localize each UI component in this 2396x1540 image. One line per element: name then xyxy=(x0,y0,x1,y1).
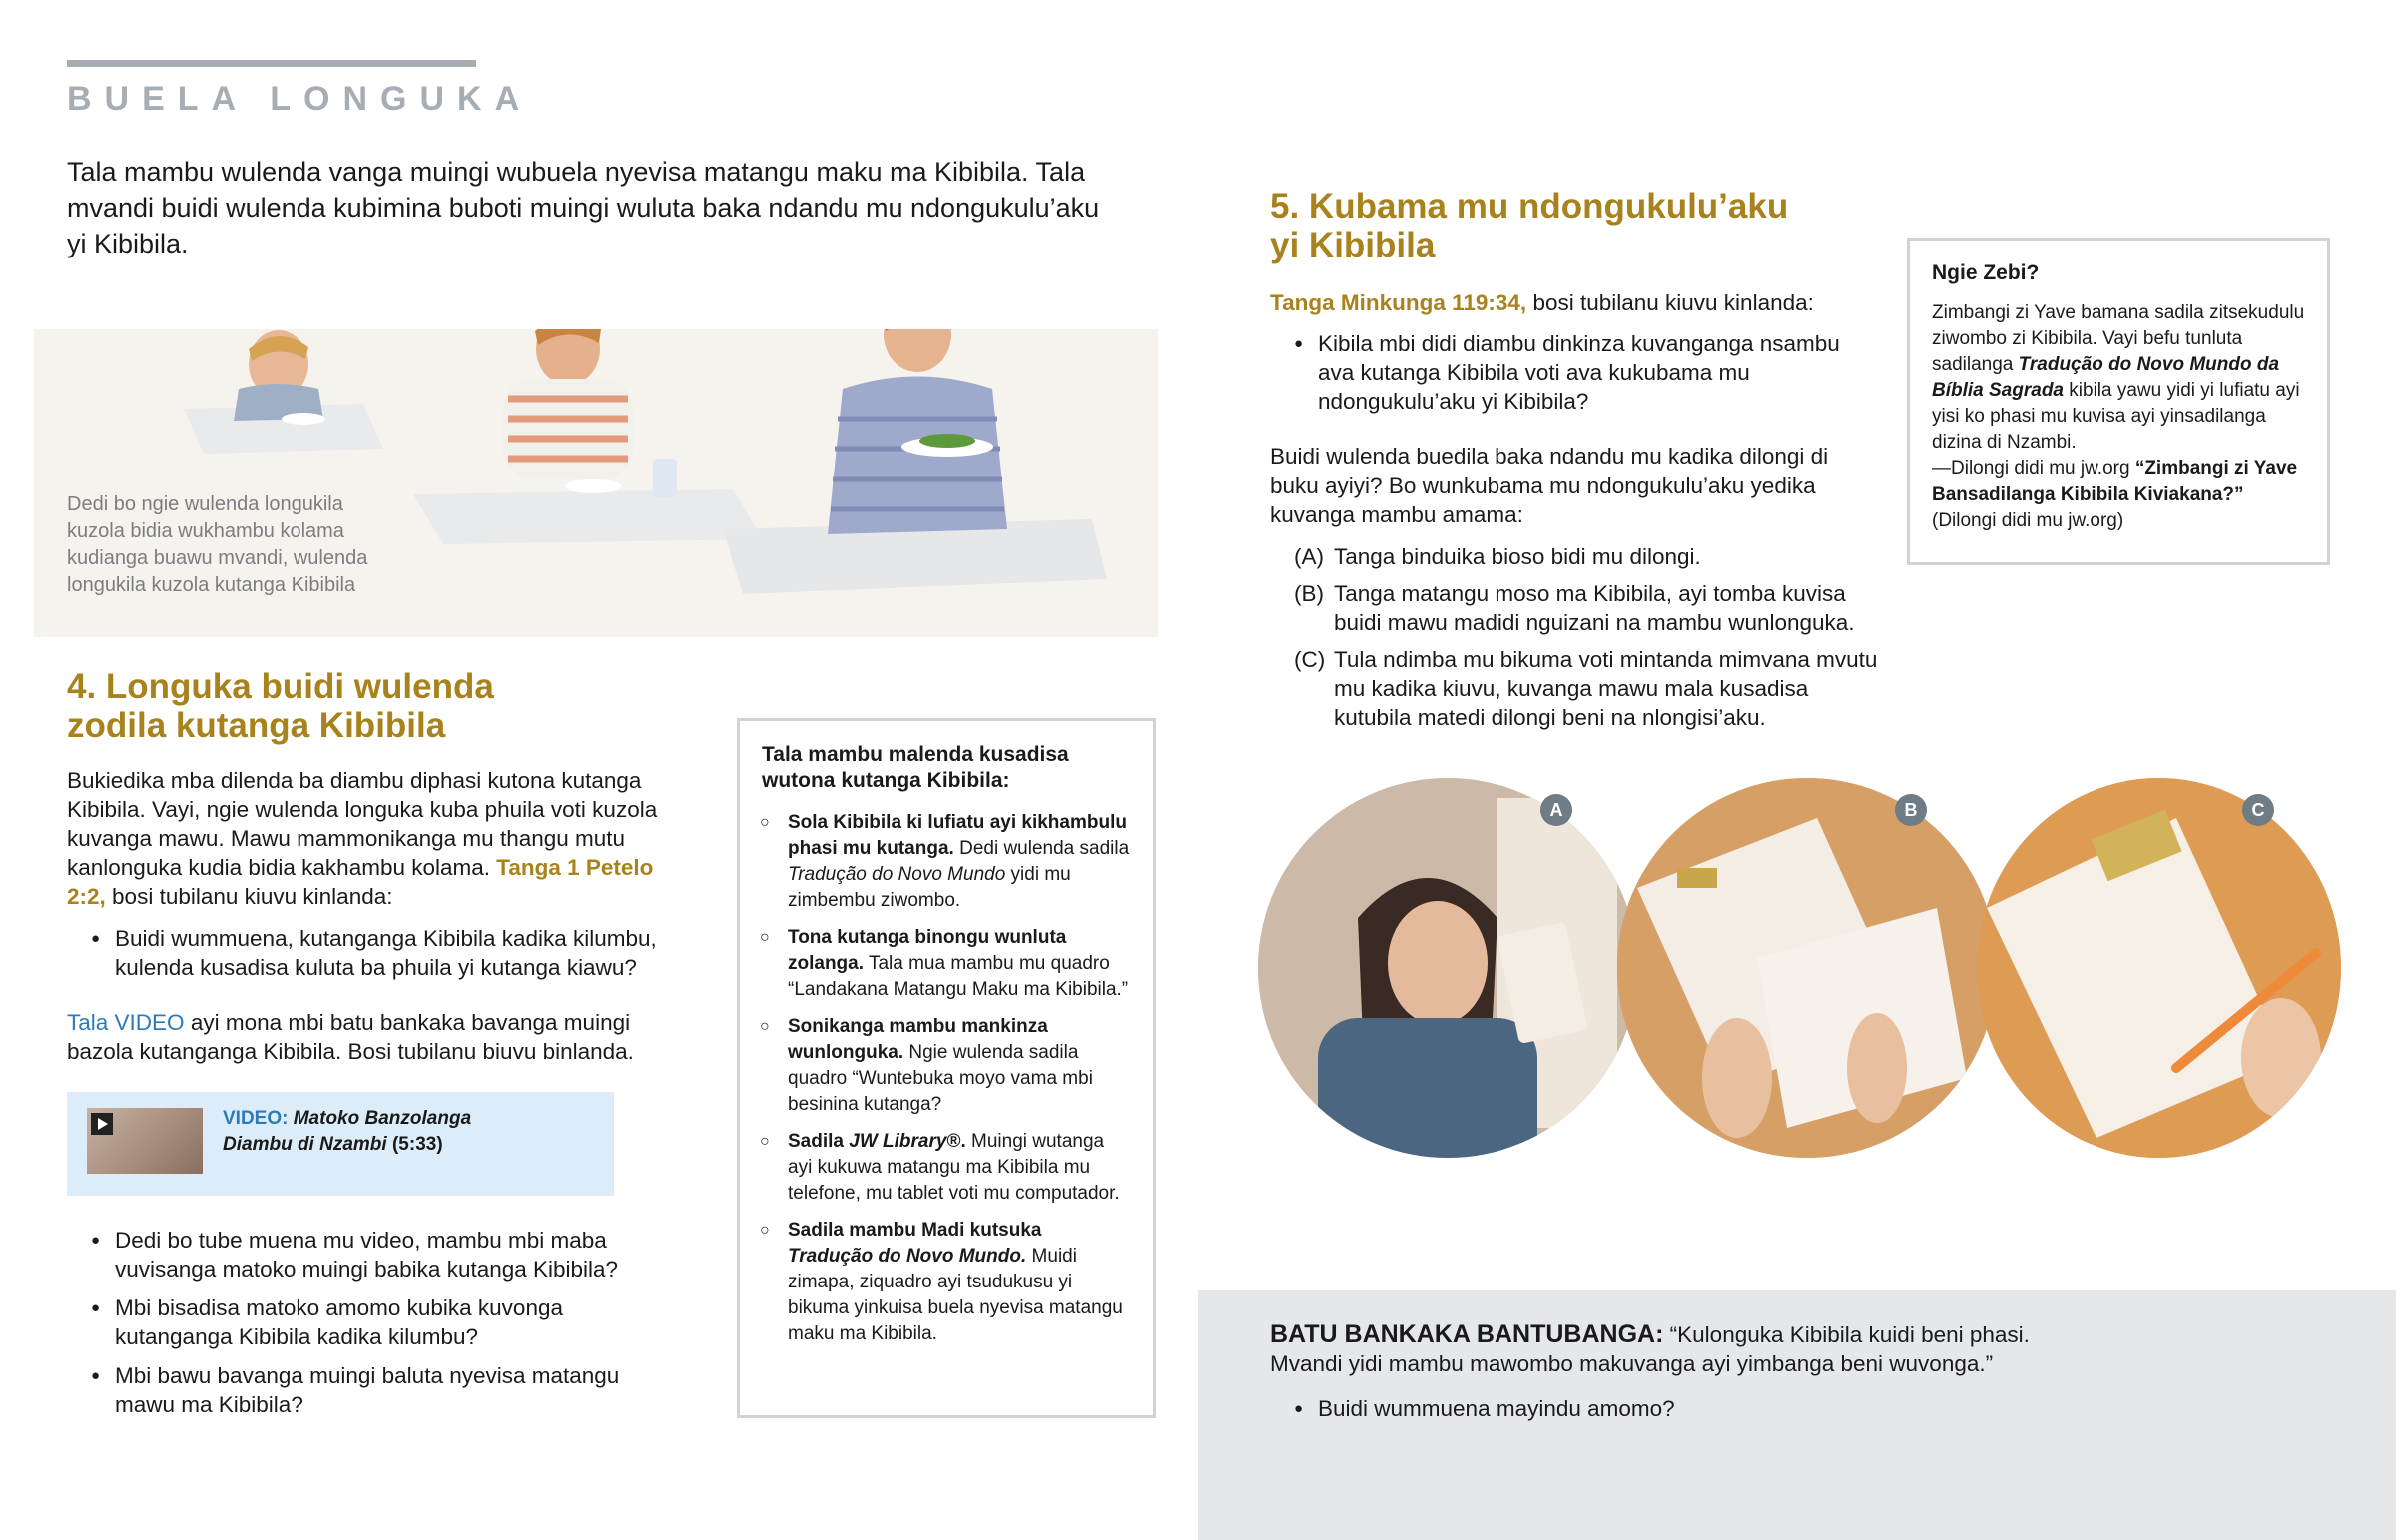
section-5-options xyxy=(1270,534,1879,732)
video-label: VIDEO: xyxy=(223,1108,289,1129)
video-title-line-1: Matoko Banzolanga xyxy=(293,1108,472,1129)
section-5-read-line xyxy=(1270,288,1869,317)
video-paragraph-text: ayi mona mbi batu bankaka bavanga muingi bazola kutanganga Kibibila. Bosi tubilanu biuvu binlanda. xyxy=(67,1010,634,1064)
tip-item: ○ Sadila mambu Madi kutsuka Tradução do Novo Mundo. Muidi zimapa, ziquadro ayi tsudukusu yi bikuma yinkuisa buela nyevisa matangu maku ma Kibibila. xyxy=(740,1218,1153,1347)
option-a: (A) Tanga binduika bioso bidi mu dilongi. xyxy=(1294,544,1701,569)
intro-paragraph: Tala mambu wulenda vanga muingi wubuela nyevisa matangu maku ma Kibibila. Tala mvandi buidi wulenda kubimina buboti muingi wuluta baka ndandu mu ndongukulu’aku yi Kibibila. xyxy=(67,157,1100,258)
badge-b: B xyxy=(1895,794,1927,826)
tips-box-heading: Tala mambu malenda kusadisa wutona kutanga Kibibila: xyxy=(762,743,1069,792)
section-5-read-rest: bosi tubilanu kiuvu kinlanda: xyxy=(1532,290,1814,315)
video-title-line-2: Diambu di Nzambi xyxy=(223,1134,387,1155)
section-5-heading xyxy=(1270,187,1788,264)
section-4-heading-line-2: zodila kutanga Kibibila xyxy=(67,706,446,745)
section-4-para-text: Bukiedika mba dilenda ba diambu diphasi kutona kutanga Kibibila. Vayi, ngie wulenda longuka kuba phuila voti kuzola kuvanga mawu. Mawu mammonikanga mu thangu mutu kanlonguka kudia bidia kakhambu kolama. xyxy=(67,769,658,880)
jw-article-link[interactable]: “Zimbangi zi Yave Bansadilanga Kibibila Kiviakana?” xyxy=(1932,458,2298,505)
others-say-quote xyxy=(1270,1320,2069,1378)
bullet-item: ● Buidi wummuena, kutanganga Kibibila kadika kilumbu, kulenda kusadisa kuluta ba phuila yi kutanga kiawu? xyxy=(67,924,686,982)
bullet-item: ● Buidi wummuena mayindu amomo? xyxy=(1270,1394,2069,1423)
section-5-heading-line-1: 5. Kubama mu ndongukulu’aku xyxy=(1270,187,1789,226)
tip-item: ○ Sola Kibibila ki lufiatu ayi kikhambulu phasi mu kutanga. Dedi wulenda sadila Tradução do Novo Mundo yidi mu zimbembu ziwombo. xyxy=(740,810,1153,914)
illustration-caption: Dedi bo ngie wulenda longukila kuzola bidia wukhambu kolama kudianga buawu mvandi, wulenda longukila kuzola kutanga Kibibila xyxy=(67,493,368,596)
badge-c: C xyxy=(2242,794,2274,826)
others-say-question xyxy=(1270,1384,2069,1423)
boy-2-plate xyxy=(565,479,621,493)
tip-item: ○ Sadila JW Library®. Muingi wutanga ayi kukuwa matangu ma Kibibila mu telefone, mu tablet voti mu computador. xyxy=(740,1129,1153,1207)
tip-item: ○ Tona kutanga binongu wunluta zolanga. Tala mua mambu mu quadro “Landakana Matangu Maku ma Kibibila.” xyxy=(740,925,1153,1003)
boy-3-head xyxy=(884,329,951,372)
video-thumbnail[interactable] xyxy=(87,1108,203,1174)
section-5-question-1 xyxy=(1270,319,1869,416)
section-4-para-end: bosi tubilanu kiuvu kinlanda: xyxy=(112,884,393,909)
tip-item: ○ Sonikanga mambu mankinza wunlonguka. Ngie wulenda sadila quadro “Wuntebuka moyo vama mbi besinina kutanga? xyxy=(740,1014,1153,1118)
boy-2-cup xyxy=(653,459,677,497)
reading-tips-box xyxy=(737,718,1156,1418)
illustration-b-hands-on-book xyxy=(1617,778,1997,1158)
table-2 xyxy=(413,489,763,544)
boy-3-food xyxy=(919,434,975,448)
bullet-item: ● Mbi bawu bavanga muingi baluta nyevisa matangu mawu ma Kibibila? xyxy=(67,1361,666,1419)
bullet-item: ● Kibila mbi didi diambu dinkinza kuvanganga nsambu ava kutanga Kibibila voti ava kukubama mu ndongukulu’aku yi Kibibila? xyxy=(1270,329,1869,416)
option-c: (C) Tula ndimba mu bikuma voti mintanda mimvana mvutu mu kadika kiuvu, kuvanga mawu mala kusadisa kutubila matedi dilongi beni na nlongisi’aku. xyxy=(1294,647,1878,730)
video-duration: (5:33) xyxy=(391,1134,443,1155)
bullet-item: ● Mbi bisadisa matoko amomo kubika kuvonga kutanganga Kibibila kadika kilumbu? xyxy=(67,1293,666,1351)
section-5-paragraph: Buidi wulenda buedila baka ndandu mu kadika dilongi di buku ayiyi? Bo wunkubama mu ndongukulu’aku yedika kuvanga mambu amama: xyxy=(1270,444,1829,527)
did-you-know-title: Ngie Zebi? xyxy=(1932,261,2040,284)
scripture-link-1-petelo[interactable]: Tanga 1 Petelo 2:2, xyxy=(67,855,654,909)
option-b: (B) Tanga matangu moso ma Kibibila, ayi tomba kuvisa buidi mawu madidi nguizani na mambu wunlonguka. xyxy=(1294,581,1855,635)
bullet-item: ● Dedi bo tube muena mu video, mambu mbi maba vuvisanga matoko muingi babika kutanga Kibibila? xyxy=(67,1226,666,1283)
others-say-text: “Kulonguka Kibibila kuidi beni phasi. Mvandi yidi mambu mawombo makuvanga ayi yimbanga beni wuvonga.” xyxy=(1270,1322,2030,1376)
scripture-link-minkunga[interactable]: Tanga Minkunga 119:34, xyxy=(1270,290,1527,315)
boy-1-plate xyxy=(282,413,325,425)
others-say-band xyxy=(1198,1290,2396,1540)
section-4-paragraph xyxy=(67,767,684,911)
section-4-heading xyxy=(67,667,494,745)
section-4-heading-line-1: 4. Longuka buidi wulenda xyxy=(67,667,494,706)
did-you-know-body: Zimbangi zi Yave bamana sadila zitsekudulu ziwombo zi Kibibila. Vayi befu tunluta sadilanga Tradução do Novo Mundo da Bíblia Sagrada kibila yawu yidi yi lufiatu ayi yisi ko phasi mu kuvisa ayi yinsadilanga dizina di Nzambi. —Dilongi didi mu jw.org “Zimbangi zi Yave Bansadilanga Kibibila Kiviakana?” (Dilongi didi mu jw.org) xyxy=(1932,302,2305,531)
section-header-rule xyxy=(67,60,476,67)
video-paragraph xyxy=(67,1008,666,1066)
video-panel-text xyxy=(223,1106,471,1158)
video-link[interactable]: Tala VIDEO xyxy=(67,1010,185,1035)
video-panel[interactable] xyxy=(67,1092,614,1196)
section-4-question-1 xyxy=(67,914,686,982)
illustration-c-underlining-text xyxy=(1977,778,2341,1158)
section-header-title: BUELA LONGUKA xyxy=(67,80,533,118)
section-5-heading-line-2: yi Kibibila xyxy=(1270,226,1436,264)
section-4-video-questions xyxy=(67,1216,666,1419)
play-icon[interactable] xyxy=(91,1113,113,1135)
badge-a: A xyxy=(1540,794,1572,826)
did-you-know-box xyxy=(1907,238,2330,565)
boy-2-shirt xyxy=(503,379,633,479)
illustration-a-woman-reading xyxy=(1258,778,1637,1158)
others-say-label: BATU BANKAKA BANTUBANGA: xyxy=(1270,1320,1664,1348)
